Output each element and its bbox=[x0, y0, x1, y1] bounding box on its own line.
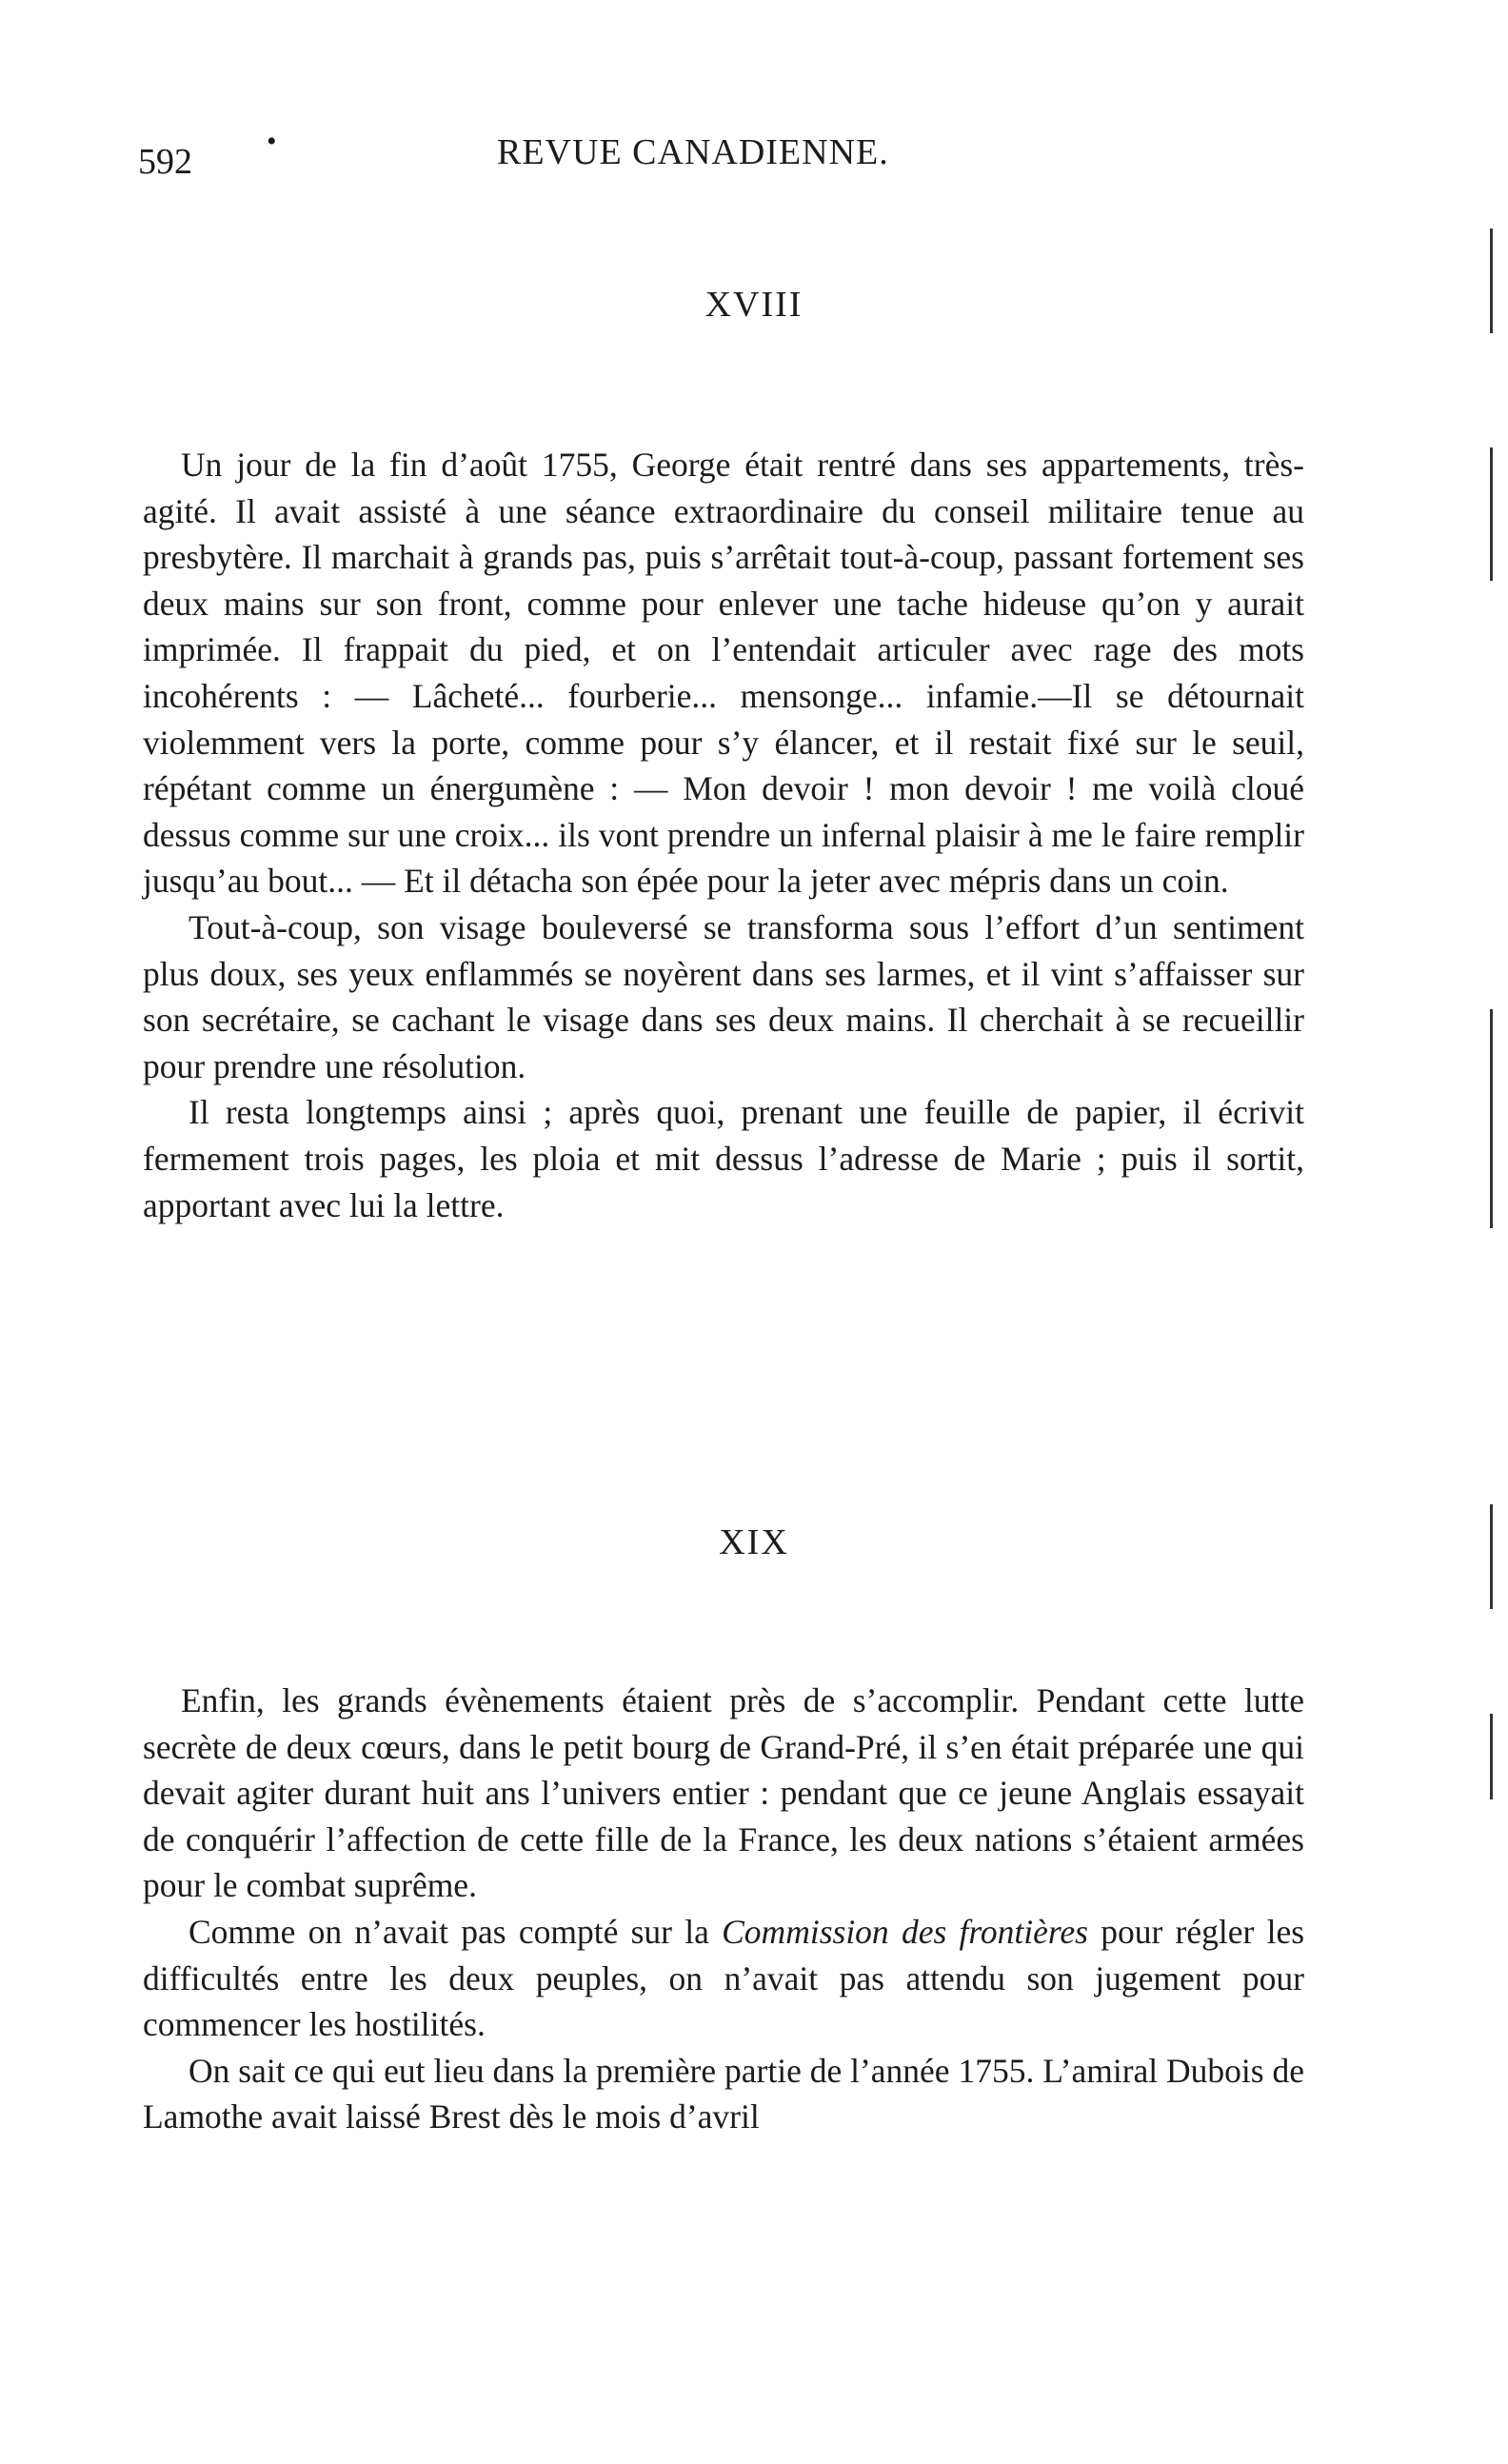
chapter-18-text bbox=[143, 442, 1304, 1228]
journal-title: REVUE CANADIENNE. bbox=[497, 132, 889, 172]
paragraph: Tout-à-coup, son visage bouleversé se transforma sous l’effort d’un sentiment plus doux, ses yeux enflammés se noyèrent dans ses larmes, et il vint s’affaisser sur son secrétaire, se cachant le visage dans ses deux mains. Il cherchait à se recueillir pour prendre une résolution. bbox=[143, 907, 1304, 1085]
chapter-heading-19: XIX bbox=[719, 1522, 789, 1562]
paragraph-with-italic bbox=[143, 1909, 1304, 2048]
paragraph: Un jour de la fin d’août 1755, George était rentré dans ses appartements, très-agité. Il avait assisté à une séance extraordinaire du conseil militaire tenue au presbytère. Il marchait à grands pas, puis s’arrêtait tout-à-coup, passant fortement ses deux mains sur son front, comme pour enlever une tache hideuse qu’on y aurait imprimée. Il frappait du pied, et on l’entendait articuler avec rage des mots incohérents : — Lâcheté... fourberie... mensonge... infamie.—Il se détournait violemment vers la porte, comme pour s’y élancer, et il restait fixé sur le seuil, répétant comme un énergumène : — Mon devoir ! mon devoir ! me voilà cloué dessus comme sur une croix... ils vont prendre un infernal plaisir à me le faire remplir jusqu’au bout... — Et il détacha son épée pour la jeter avec mépris dans un coin. bbox=[143, 446, 1304, 901]
scan-mark bbox=[1490, 447, 1493, 581]
printer-dot: • bbox=[267, 126, 277, 157]
paragraph: Enfin, les grands évènements étaient près de s’accomplir. Pendant cette lutte secrète de deux cœurs, dans le petit bourg de Grand-Pré, il s’en était préparée une qui devait agiter durant huit ans l’univers entier : pendant que ce jeune Anglais essayait de conquérir l’affection de cette fille de la France, les deux nations s’étaient armées pour le combat suprême. bbox=[143, 1681, 1304, 1905]
chapter-19-text bbox=[143, 1678, 1304, 2140]
scan-mark bbox=[1490, 1143, 1493, 1228]
page-number: 592 bbox=[138, 142, 192, 182]
italic-title: Commission des frontières bbox=[722, 1912, 1088, 1951]
running-head bbox=[133, 126, 1314, 189]
paragraph: Il resta longtemps ainsi ; après quoi, prenant une feuille de papier, il écrivit fermement trois pages, les ploia et mit dessus l’adresse de Marie ; puis il sortit, apportant avec lui la lettre. bbox=[143, 1093, 1304, 1224]
scan-mark bbox=[1490, 1009, 1493, 1162]
paragraph-text: Comme on n’avait pas compté sur la bbox=[188, 1912, 723, 1951]
paragraph: On sait ce qui eut lieu dans la première partie de l’année 1755. L’amiral Dubois de Lamothe avait laissé Brest dès le mois d’avril bbox=[143, 2051, 1304, 2136]
scan-mark bbox=[1490, 229, 1493, 333]
scan-mark bbox=[1490, 1714, 1493, 1799]
scan-edge-marks bbox=[1470, 0, 1508, 2464]
scan-mark bbox=[1490, 1504, 1493, 1609]
chapter-heading-18: XVIII bbox=[704, 285, 804, 325]
paragraph-text: pour régler les difficultés entre les deux peuples, on n’avait pas attendu son jugement pour commencer les hostilités. bbox=[143, 1912, 1305, 2044]
